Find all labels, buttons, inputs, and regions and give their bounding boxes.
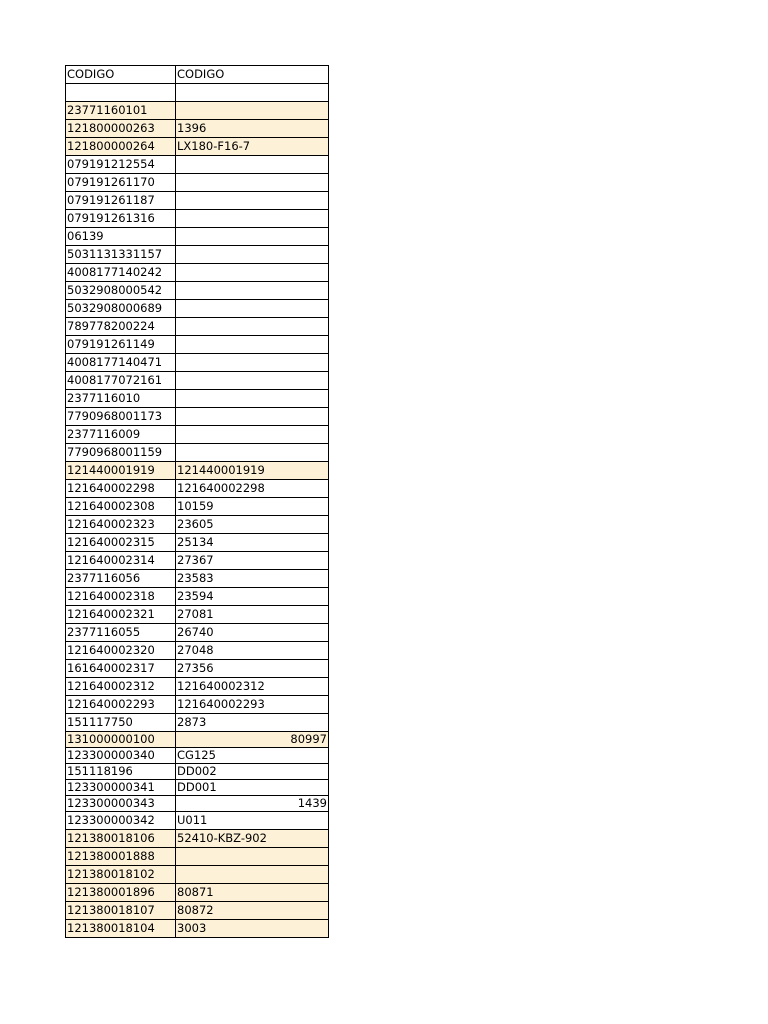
cell-codigo-a[interactable]: 121380018107: [66, 902, 176, 920]
cell-codigo-b[interactable]: 52410-KBZ-902: [176, 830, 329, 848]
cell-codigo-b[interactable]: [176, 228, 329, 246]
cell-codigo-b[interactable]: [176, 246, 329, 264]
cell-codigo-b[interactable]: 10159: [176, 498, 329, 516]
table-row: [66, 210, 329, 228]
table-row: [66, 902, 329, 920]
cell-codigo-a[interactable]: 789778200224: [66, 318, 176, 336]
cell-codigo-b[interactable]: [176, 174, 329, 192]
cell-codigo-a[interactable]: 121800000264: [66, 138, 176, 156]
cell-codigo-b[interactable]: 25134: [176, 534, 329, 552]
cell-codigo-a[interactable]: 5032908000689: [66, 300, 176, 318]
cell-codigo-a[interactable]: 121640002308: [66, 498, 176, 516]
header-cell-b[interactable]: CODIGO: [176, 66, 329, 84]
cell-codigo-a[interactable]: 121380001896: [66, 884, 176, 902]
table-row: [66, 102, 329, 120]
cell-codigo-b[interactable]: [176, 192, 329, 210]
spreadsheet-table: [65, 65, 329, 938]
table-row: [66, 764, 329, 780]
table-row: [66, 84, 329, 102]
table-row: [66, 390, 329, 408]
table-row: [66, 192, 329, 210]
table-row: [66, 920, 329, 938]
cell-codigo-a[interactable]: 7790968001159: [66, 444, 176, 462]
cell-codigo-a[interactable]: 121800000263: [66, 120, 176, 138]
cell-codigo-b[interactable]: [176, 390, 329, 408]
table-row: [66, 228, 329, 246]
cell-codigo-b[interactable]: 121640002312: [176, 678, 329, 696]
cell-codigo-b[interactable]: DD001: [176, 780, 329, 796]
cell-codigo-a[interactable]: 121640002323: [66, 516, 176, 534]
table-row: [66, 642, 329, 660]
table-row: [66, 426, 329, 444]
table-row: [66, 372, 329, 390]
cell-codigo-a[interactable]: 079191261149: [66, 336, 176, 354]
table-row: [66, 570, 329, 588]
table-row: [66, 552, 329, 570]
table-row: [66, 588, 329, 606]
spreadsheet-body: [66, 66, 329, 938]
cell-codigo-a[interactable]: 4008177140471: [66, 354, 176, 372]
cell-codigo-b[interactable]: 80871: [176, 884, 329, 902]
cell-codigo-b[interactable]: [176, 84, 329, 102]
cell-codigo-b[interactable]: 3003: [176, 920, 329, 938]
cell-codigo-a[interactable]: 151117750: [66, 714, 176, 732]
cell-codigo-a[interactable]: 23771160101: [66, 102, 176, 120]
cell-codigo-b[interactable]: 27367: [176, 552, 329, 570]
table-row: [66, 354, 329, 372]
cell-codigo-a[interactable]: 2377116010: [66, 390, 176, 408]
cell-codigo-a[interactable]: 7790968001173: [66, 408, 176, 426]
cell-codigo-b[interactable]: [176, 282, 329, 300]
cell-codigo-b[interactable]: 23594: [176, 588, 329, 606]
table-row: [66, 660, 329, 678]
cell-codigo-a[interactable]: 2377116055: [66, 624, 176, 642]
cell-codigo-b[interactable]: 80872: [176, 902, 329, 920]
table-row: [66, 408, 329, 426]
table-row: [66, 516, 329, 534]
cell-codigo-b[interactable]: [176, 336, 329, 354]
cell-codigo-a[interactable]: 06139: [66, 228, 176, 246]
header-cell-a[interactable]: CODIGO: [66, 66, 176, 84]
cell-codigo-b[interactable]: [176, 264, 329, 282]
cell-codigo-a[interactable]: 5032908000542: [66, 282, 176, 300]
cell-codigo-b[interactable]: [176, 444, 329, 462]
cell-codigo-a[interactable]: 4008177072161: [66, 372, 176, 390]
table-row: [66, 264, 329, 282]
table-row: [66, 462, 329, 480]
cell-codigo-b[interactable]: 121640002293: [176, 696, 329, 714]
cell-codigo-a[interactable]: 121440001919: [66, 462, 176, 480]
table-row: [66, 796, 329, 812]
table-row: [66, 812, 329, 830]
cell-codigo-b[interactable]: 27356: [176, 660, 329, 678]
table-row: [66, 174, 329, 192]
cell-codigo-a[interactable]: 121640002293: [66, 696, 176, 714]
cell-codigo-b[interactable]: [176, 866, 329, 884]
cell-codigo-b[interactable]: [176, 210, 329, 228]
cell-codigo-a[interactable]: 079191212554: [66, 156, 176, 174]
table-row: [66, 696, 329, 714]
cell-codigo-a[interactable]: 131000000100: [66, 732, 176, 748]
table-row: [66, 156, 329, 174]
table-row: [66, 444, 329, 462]
cell-codigo-b[interactable]: 1396: [176, 120, 329, 138]
table-row: [66, 498, 329, 516]
cell-codigo-b[interactable]: 80997: [176, 732, 329, 748]
table-row: [66, 318, 329, 336]
cell-codigo-b[interactable]: 23605: [176, 516, 329, 534]
cell-codigo-a[interactable]: 123300000342: [66, 812, 176, 830]
cell-codigo-a[interactable]: 121380018106: [66, 830, 176, 848]
cell-codigo-a[interactable]: [66, 84, 176, 102]
cell-codigo-b[interactable]: [176, 102, 329, 120]
cell-codigo-a[interactable]: 121640002320: [66, 642, 176, 660]
cell-codigo-a[interactable]: 121640002312: [66, 678, 176, 696]
cell-codigo-b[interactable]: [176, 354, 329, 372]
table-row: [66, 780, 329, 796]
table-row: [66, 748, 329, 764]
cell-codigo-a[interactable]: 079191261170: [66, 174, 176, 192]
header-row: [66, 66, 329, 84]
cell-codigo-a[interactable]: 121640002298: [66, 480, 176, 498]
table-row: [66, 624, 329, 642]
cell-codigo-a[interactable]: 2377116009: [66, 426, 176, 444]
cell-codigo-a[interactable]: 121380018102: [66, 866, 176, 884]
table-row: [66, 830, 329, 848]
table-row: [66, 480, 329, 498]
cell-codigo-a[interactable]: 151118196: [66, 764, 176, 780]
table-row: [66, 534, 329, 552]
table-row: [66, 884, 329, 902]
cell-codigo-a[interactable]: 2377116056: [66, 570, 176, 588]
cell-codigo-a[interactable]: 121380001888: [66, 848, 176, 866]
cell-codigo-b[interactable]: DD002: [176, 764, 329, 780]
table-row: [66, 606, 329, 624]
cell-codigo-b[interactable]: 1439: [176, 796, 329, 812]
cell-codigo-a[interactable]: 079191261316: [66, 210, 176, 228]
cell-codigo-a[interactable]: 121640002318: [66, 588, 176, 606]
cell-codigo-a[interactable]: 123300000343: [66, 796, 176, 812]
cell-codigo-b[interactable]: 2873: [176, 714, 329, 732]
cell-codigo-a[interactable]: 4008177140242: [66, 264, 176, 282]
cell-codigo-a[interactable]: 123300000340: [66, 748, 176, 764]
cell-codigo-b[interactable]: 23583: [176, 570, 329, 588]
cell-codigo-b[interactable]: 27048: [176, 642, 329, 660]
cell-codigo-b[interactable]: 26740: [176, 624, 329, 642]
cell-codigo-b[interactable]: 27081: [176, 606, 329, 624]
cell-codigo-b[interactable]: [176, 300, 329, 318]
table-row: [66, 714, 329, 732]
cell-codigo-b[interactable]: [176, 318, 329, 336]
cell-codigo-a[interactable]: 121640002315: [66, 534, 176, 552]
table-row: [66, 336, 329, 354]
cell-codigo-b[interactable]: [176, 408, 329, 426]
cell-codigo-a[interactable]: 121640002321: [66, 606, 176, 624]
cell-codigo-b[interactable]: [176, 426, 329, 444]
table-row: [66, 866, 329, 884]
table-row: [66, 246, 329, 264]
cell-codigo-b[interactable]: 121440001919: [176, 462, 329, 480]
cell-codigo-b[interactable]: U011: [176, 812, 329, 830]
cell-codigo-b[interactable]: CG125: [176, 748, 329, 764]
cell-codigo-a[interactable]: 121380018104: [66, 920, 176, 938]
cell-codigo-b[interactable]: [176, 156, 329, 174]
cell-codigo-a[interactable]: 079191261187: [66, 192, 176, 210]
cell-codigo-b[interactable]: 121640002298: [176, 480, 329, 498]
table-row: [66, 300, 329, 318]
table-row: [66, 282, 329, 300]
table-row: [66, 848, 329, 866]
cell-codigo-a[interactable]: 161640002317: [66, 660, 176, 678]
cell-codigo-b[interactable]: LX180-F16-7: [176, 138, 329, 156]
cell-codigo-b[interactable]: [176, 848, 329, 866]
table-row: [66, 120, 329, 138]
cell-codigo-a[interactable]: 121640002314: [66, 552, 176, 570]
table-row: [66, 678, 329, 696]
cell-codigo-a[interactable]: 123300000341: [66, 780, 176, 796]
cell-codigo-a[interactable]: 5031131331157: [66, 246, 176, 264]
table-row: [66, 138, 329, 156]
cell-codigo-b[interactable]: [176, 372, 329, 390]
table-row: [66, 732, 329, 748]
